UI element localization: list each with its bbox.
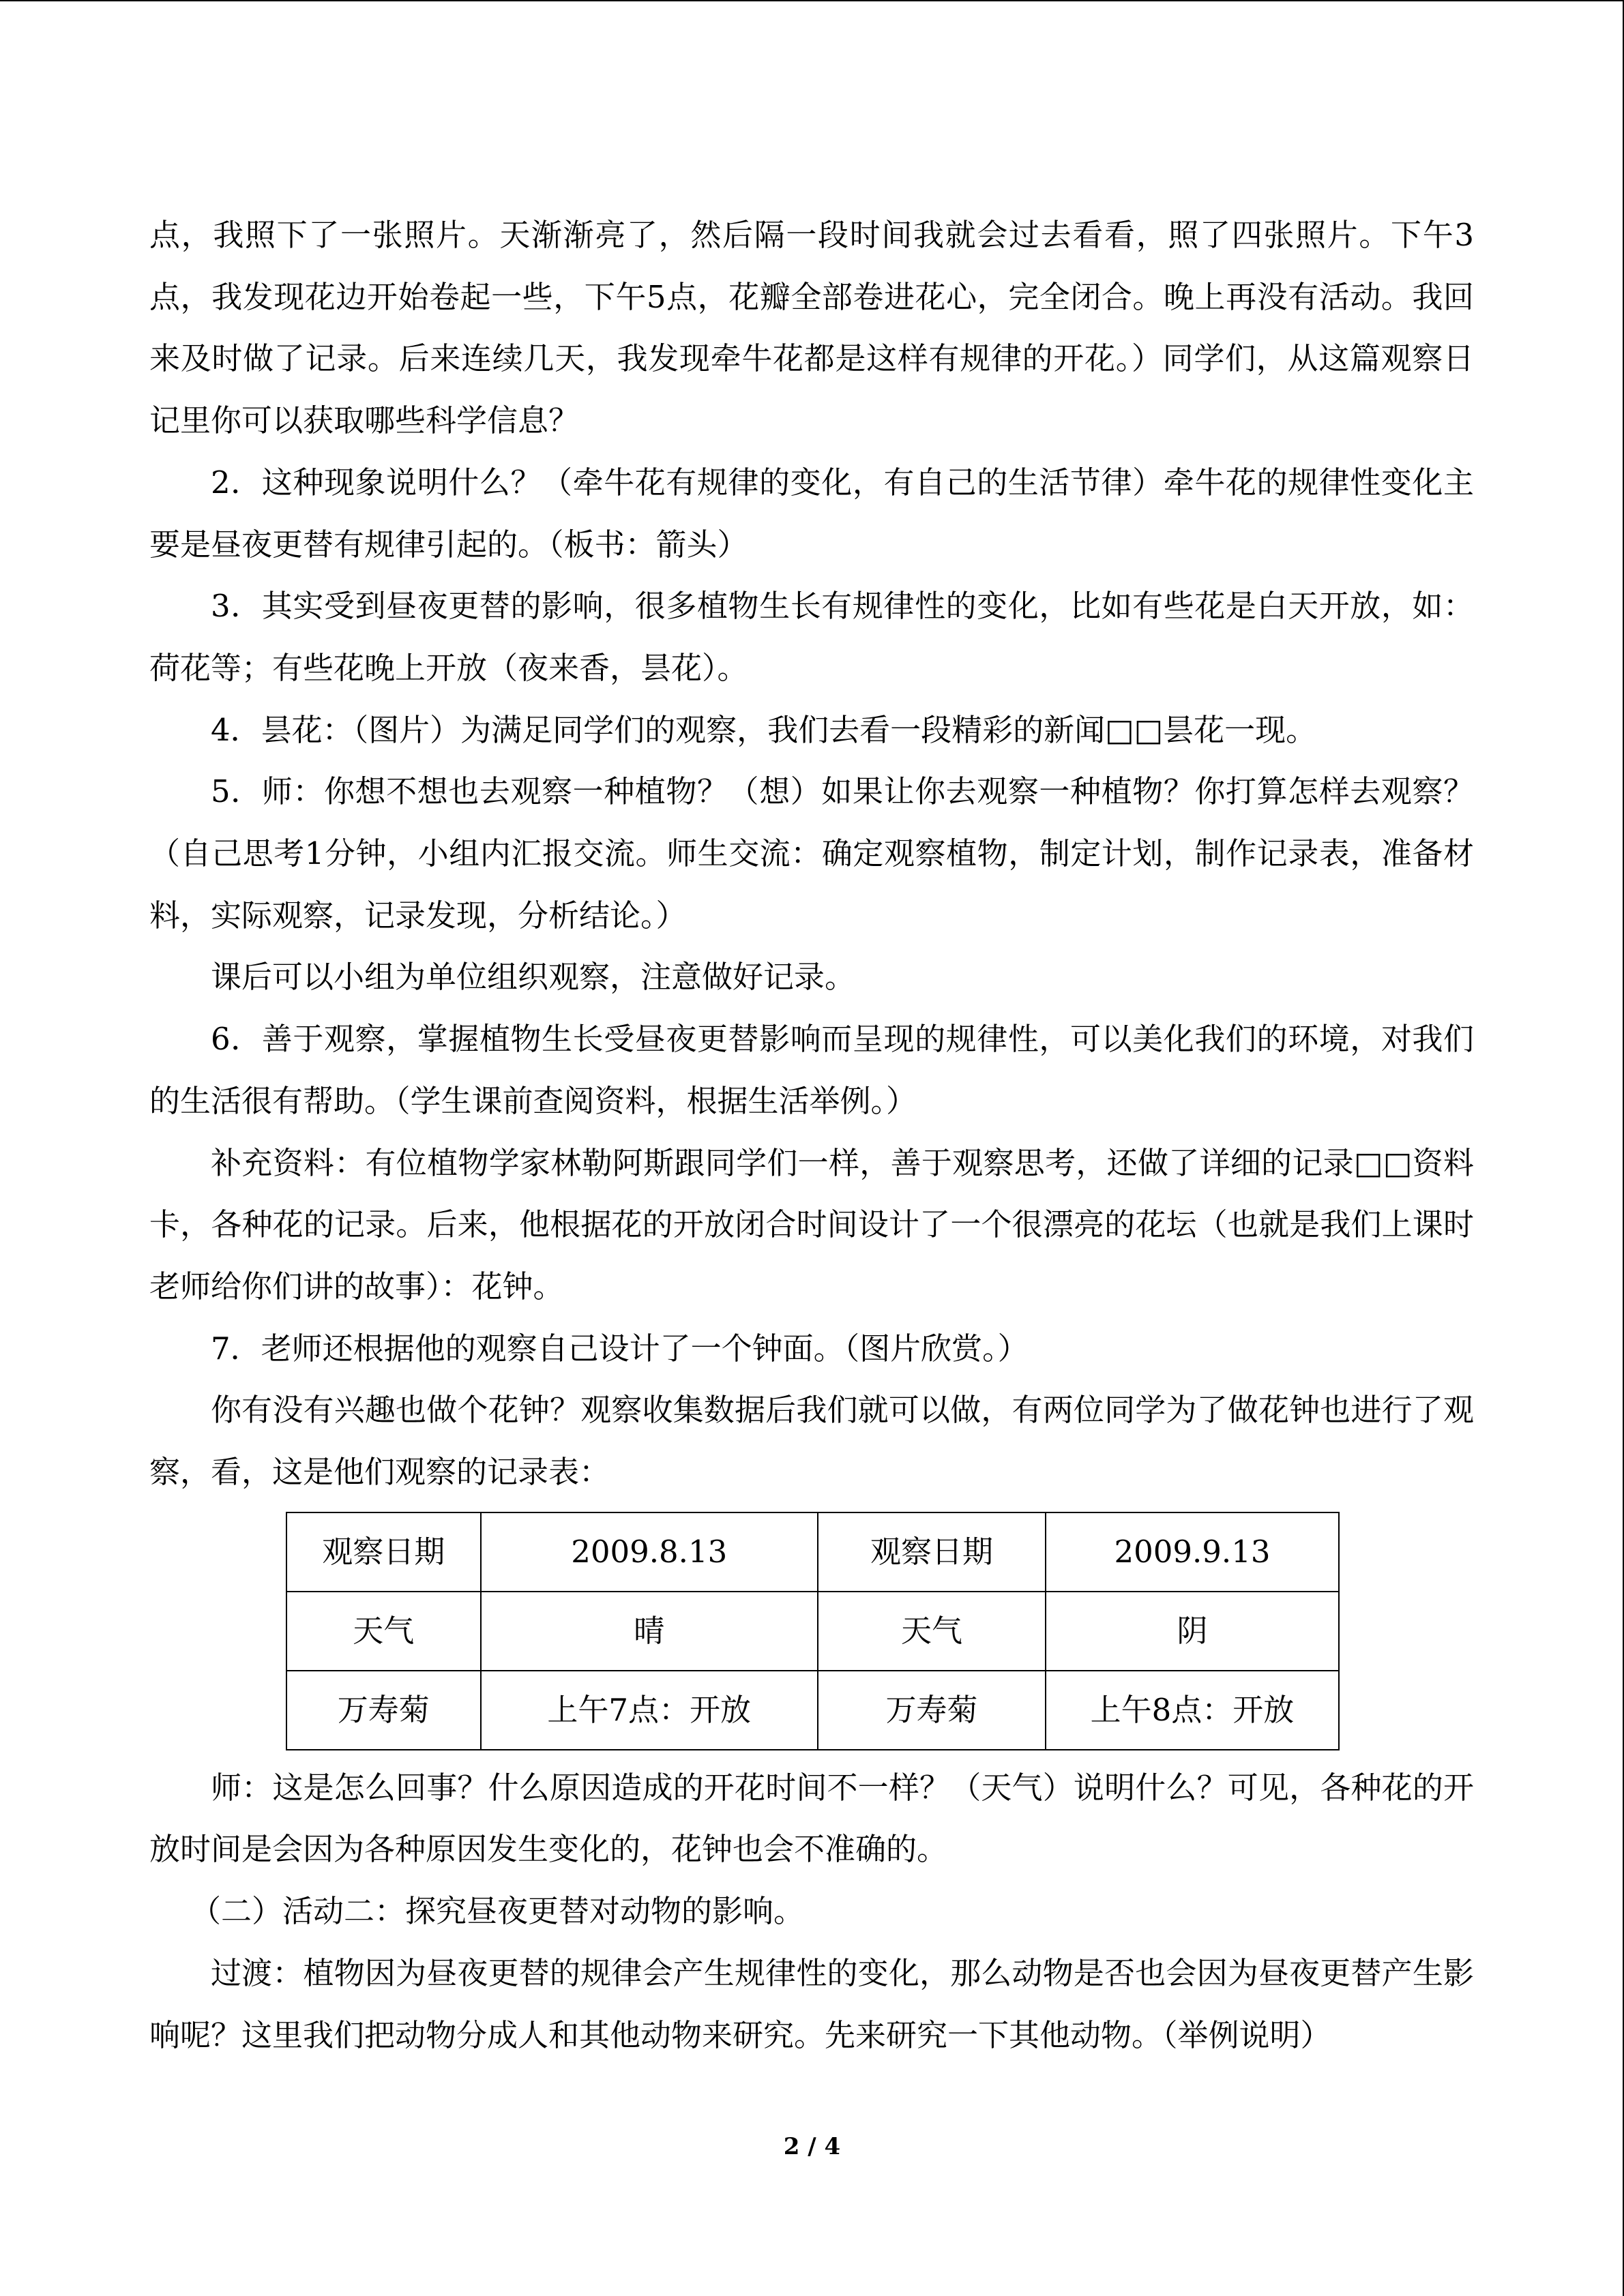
table-cell: 2009.9.13 <box>1046 1512 1339 1592</box>
section-heading: （二）活动二：探究昼夜更替对动物的影响。 <box>190 1893 805 1930</box>
table-cell: 观察日期 <box>286 1512 481 1592</box>
table-cell: 万寿菊 <box>286 1671 481 1750</box>
paragraph: 2．这种现象说明什么？（牵牛花有规律的变化，有自己的生活节律）牵牛花的规律性变化主要是昼夜更替有规律引起的。（板书：箭头） <box>149 464 1474 563</box>
table-cell: 天气 <box>286 1592 481 1671</box>
paragraph: 你有没有兴趣也做个花钟？观察收集数据后我们就可以做，有两位同学为了做花钟也进行了观察，看，这是他们观察的记录表： <box>149 1392 1474 1491</box>
table-cell: 天气 <box>818 1592 1046 1671</box>
table-cell: 万寿菊 <box>818 1671 1046 1750</box>
paragraph: 7．老师还根据他的观察自己设计了一个钟面。（图片欣赏。） <box>211 1330 1029 1367</box>
paragraph: 6．善于观察，掌握植物生长受昼夜更替影响而呈现的规律性，可以美化我们的环境，对我们的生活很有帮助。（学生课前查阅资料，根据生活举例。） <box>149 1021 1474 1119</box>
paragraph: 过渡：植物因为昼夜更替的规律会产生规律性的变化，那么动物是否也会因为昼夜更替产生影响呢？这里我们把动物分成人和其他动物来研究。先来研究一下其他动物。（举例说明） <box>149 1954 1474 2053</box>
paragraph: 师：这是怎么回事？什么原因造成的开花时间不一样？（天气）说明什么？可见，各种花的开放时间是会因为各种原因发生变化的，花钟也会不准确的。 <box>149 1769 1474 1868</box>
table-cell: 阴 <box>1046 1592 1339 1671</box>
paragraph: 3．其实受到昼夜更替的影响，很多植物生长有规律性的变化，比如有些花是白天开放，如：荷花等；有些花晚上开放（夜来香，昙花）。 <box>149 588 1474 686</box>
observation-record-table <box>286 1512 1340 1750</box>
table-cell: 晴 <box>481 1592 818 1671</box>
paragraph: 补充资料：有位植物学家林勒阿斯跟同学们一样，善于观察思考，还做了详细的记录□□资料卡，各种花的记录。后来，他根据花的开放闭合时间设计了一个很漂亮的花坛（也就是我们上课时老师给你们讲的故事）：花钟。 <box>149 1144 1474 1304</box>
table-row <box>286 1671 1339 1750</box>
paragraph: 课后可以小组为单位组织观察，注意做好记录。 <box>211 959 856 996</box>
table-cell: 上午7点：开放 <box>481 1671 818 1750</box>
document-body <box>149 205 1474 2066</box>
paragraph: 点，我照下了一张照片。天渐渐亮了，然后隔一段时间我就会过去看看，照了四张照片。下午3点，我发现花边开始卷起一些，下午5点，花瓣全部卷进花心，完全闭合。晚上再没有活动。我回来及时做了记录。后来连续几天，我发现牵牛花都是这样有规律的开花。）同学们，从这篇观察日记里你可以获取哪些科学信息？ <box>149 217 1474 439</box>
table-cell: 观察日期 <box>818 1512 1046 1592</box>
page-number: 2 / 4 <box>783 2133 841 2160</box>
table-cell: 上午8点：开放 <box>1046 1671 1339 1750</box>
paragraph: 4．昙花：（图片）为满足同学们的观察，我们去看一段精彩的新闻□□昙花一现。 <box>211 711 1317 748</box>
table-row <box>286 1512 1339 1592</box>
paragraph: 5．师：你想不想也去观察一种植物？（想）如果让你去观察一种植物？你打算怎样去观察？（自己思考1分钟，小组内汇报交流。师生交流：确定观察植物，制定计划，制作记录表，准备材料，实际观察，记录发现，分析结论。） <box>149 773 1474 934</box>
table-row <box>286 1592 1339 1671</box>
table-cell: 2009.8.13 <box>481 1512 818 1592</box>
